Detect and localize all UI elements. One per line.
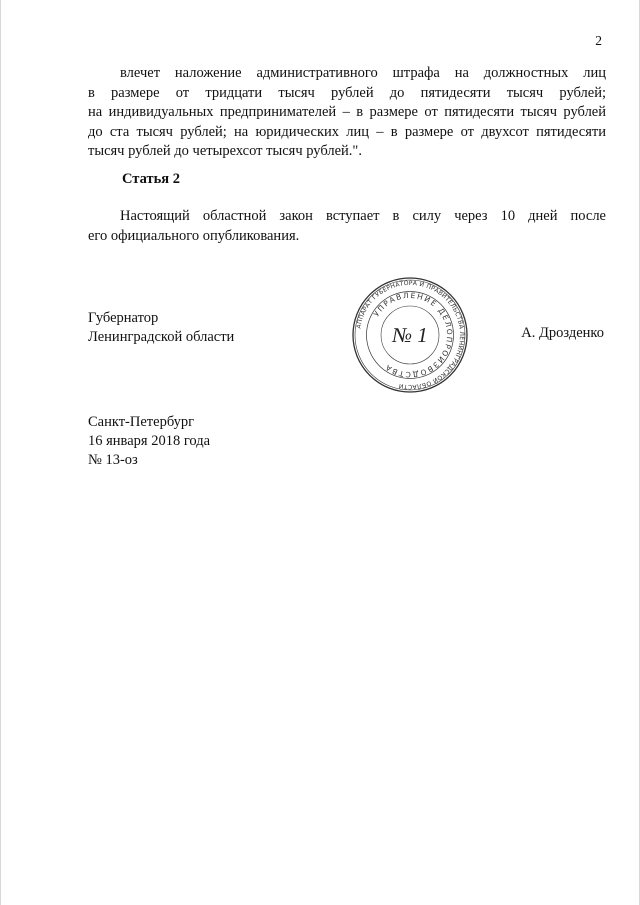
stamp-number: № 1	[392, 323, 428, 347]
text-line: тысяч рублей до четырехсот тысяч рублей.".	[88, 143, 362, 159]
paragraph-effective-date	[88, 207, 606, 246]
document-footer	[88, 413, 210, 470]
text-line: влечет наложение административного штрафа на должностных лиц	[120, 65, 606, 81]
signing-date: 16 января 2018 года	[88, 433, 211, 449]
text-line: на индивидуальных предпринимателей – в размере от пятидесяти тысяч рублей	[88, 104, 606, 120]
stamp-outer-text: АППАРАТ ГУБЕРНАТОРА И ПРАВИТЕЛЬСТВА ЛЕНИНГРАДСКОЙ ОБЛАСТИ	[355, 279, 466, 391]
text-line: в размере от тридцати тысяч рублей до пятидесяти тысяч рублей;	[88, 84, 606, 101]
signature-title-line: Ленинградской области	[88, 329, 235, 345]
text-line: его официального опубликования.	[88, 227, 300, 244]
place-of-signing: Санкт-Петербург	[88, 414, 195, 430]
paragraph-penalties	[88, 64, 606, 162]
stamp-inner-text: УПРАВЛЕНИЕ ДЕЛОПРОИЗВОДСТВА	[371, 290, 455, 380]
law-number: № 13-оз	[88, 452, 138, 468]
page-number: 2	[595, 33, 602, 48]
text-line: до ста тысяч рублей; на юридических лиц – в размере от двухсот пятидесяти	[88, 123, 606, 140]
scan-edge-left	[0, 0, 1, 905]
official-stamp	[350, 275, 470, 395]
article-heading: Статья 2	[122, 171, 180, 187]
signature-title-line: Губернатор	[88, 310, 159, 326]
signature-title	[88, 309, 234, 347]
signatory-name: А. Дрозденко	[521, 325, 604, 341]
text-line: Настоящий областной закон вступает в силу через 10 дней после	[120, 208, 606, 224]
